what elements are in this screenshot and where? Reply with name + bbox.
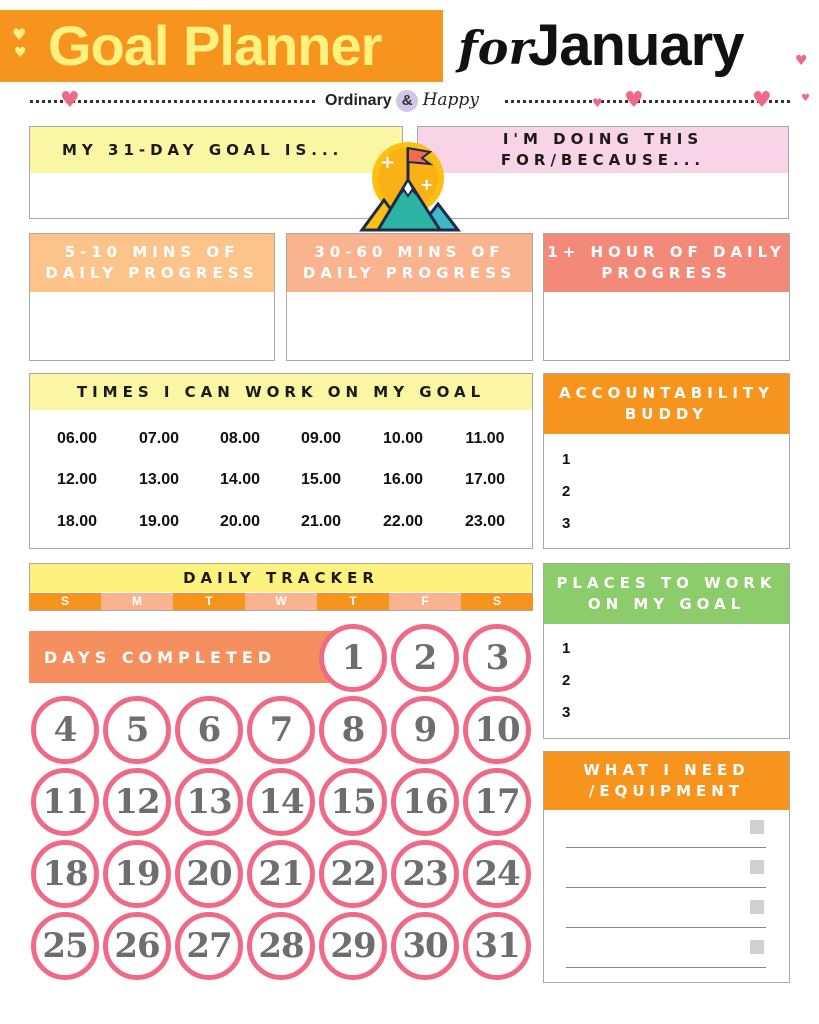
heart-icon: ♥	[14, 45, 27, 61]
time-slot[interactable]: 11.00	[465, 430, 505, 447]
day-circle[interactable]: 2	[391, 624, 459, 692]
progress-label: 5-10 MINS OF DAILY PROGRESS	[30, 234, 274, 292]
heart-icon: ♥	[12, 25, 27, 44]
svg-text:+: +	[380, 152, 396, 173]
places-box	[543, 563, 790, 739]
time-slot[interactable]: 06.00	[56, 430, 98, 447]
day-circle[interactable]: 28	[247, 912, 315, 980]
day-circle[interactable]: 10	[463, 696, 531, 764]
heart-icon: ♥	[795, 53, 808, 69]
day-circle[interactable]: 8	[319, 696, 387, 764]
time-slot[interactable]: 20.00	[219, 513, 261, 530]
progress-box-medium[interactable]	[286, 233, 533, 361]
accountability-box	[543, 373, 790, 549]
heart-icon: ♥	[592, 96, 603, 110]
tracker-day-mon[interactable]: M	[101, 593, 173, 610]
day-circle[interactable]: 11	[31, 768, 99, 836]
goal-box[interactable]	[29, 126, 403, 219]
time-slot[interactable]: 15.00	[300, 471, 342, 488]
day-circle[interactable]: 13	[175, 768, 243, 836]
checkbox[interactable]	[750, 940, 764, 954]
time-slot[interactable]: 09.00	[300, 430, 342, 447]
time-slot[interactable]: 14.00	[219, 471, 261, 488]
list-item[interactable]: 1	[562, 451, 571, 468]
day-circle[interactable]: 21	[247, 840, 315, 908]
equipment-line[interactable]	[566, 847, 766, 848]
times-label: TIMES I CAN WORK ON MY GOAL	[30, 374, 532, 410]
tracker-day-sun[interactable]: S	[29, 593, 101, 610]
time-slot[interactable]: 08.00	[219, 430, 261, 447]
time-slot[interactable]: 13.00	[138, 471, 180, 488]
title-for: for	[458, 21, 533, 75]
page-title: Goal Planner	[48, 14, 382, 77]
tracker-day-wed[interactable]: W	[245, 593, 317, 610]
days-completed-label: DAYS COMPLETED	[29, 631, 339, 683]
day-circle[interactable]: 20	[175, 840, 243, 908]
day-circle[interactable]: 16	[391, 768, 459, 836]
tracker-day-tue[interactable]: T	[173, 593, 245, 610]
time-slot[interactable]: 17.00	[464, 471, 506, 488]
day-circle[interactable]: 30	[391, 912, 459, 980]
heart-icon: ♥	[60, 88, 80, 113]
day-circle[interactable]: 22	[319, 840, 387, 908]
day-circle[interactable]: 14	[247, 768, 315, 836]
time-slot[interactable]: 12.00	[56, 471, 98, 488]
tracker-day-thu[interactable]: T	[317, 593, 389, 610]
time-slot[interactable]: 18.00	[56, 513, 98, 530]
svg-text:+: +	[420, 175, 434, 194]
progress-box-short[interactable]	[29, 233, 275, 361]
progress-box-long[interactable]	[543, 233, 790, 361]
divider	[505, 100, 790, 103]
title-banner	[0, 10, 443, 82]
day-circle[interactable]: 6	[175, 696, 243, 764]
checkbox[interactable]	[750, 860, 764, 874]
day-circle[interactable]: 25	[31, 912, 99, 980]
equipment-label: WHAT I NEED /EQUIPMENT	[544, 752, 789, 810]
day-circle[interactable]: 7	[247, 696, 315, 764]
time-slot[interactable]: 22.00	[382, 513, 424, 530]
time-slot[interactable]: 16.00	[382, 471, 424, 488]
list-item[interactable]: 1	[562, 640, 571, 657]
list-item[interactable]: 2	[562, 483, 571, 500]
day-circle[interactable]: 3	[463, 624, 531, 692]
times-box	[29, 373, 533, 549]
progress-label: 30-60 MINS OF DAILY PROGRESS	[287, 234, 532, 292]
accountability-label: ACCOUNTABILITY BUDDY	[544, 374, 789, 434]
heart-icon: ♥	[752, 88, 772, 113]
equipment-line[interactable]	[566, 927, 766, 928]
because-box[interactable]	[417, 126, 789, 219]
day-circle[interactable]: 26	[103, 912, 171, 980]
day-circle[interactable]: 24	[463, 840, 531, 908]
list-item[interactable]: 3	[562, 515, 571, 532]
day-circle[interactable]: 4	[31, 696, 99, 764]
title-month: January	[528, 13, 744, 78]
day-circle[interactable]: 15	[319, 768, 387, 836]
equipment-box	[543, 751, 790, 983]
time-slot[interactable]: 10.00	[382, 430, 424, 447]
checkbox[interactable]	[750, 820, 764, 834]
day-circle[interactable]: 12	[103, 768, 171, 836]
because-box-label: I'M DOING THIS FOR/BECAUSE...	[418, 127, 788, 173]
day-circle[interactable]: 29	[319, 912, 387, 980]
day-circle[interactable]: 27	[175, 912, 243, 980]
list-item[interactable]: 2	[562, 672, 571, 689]
tracker-day-fri[interactable]: F	[389, 593, 461, 610]
goal-box-label: MY 31-DAY GOAL IS...	[30, 127, 402, 173]
progress-label: 1+ HOUR OF DAILY PROGRESS	[544, 234, 789, 292]
heart-icon: ♥	[624, 88, 644, 113]
day-circle[interactable]: 23	[391, 840, 459, 908]
brand-logo: Ordinary & Happy	[325, 90, 479, 110]
day-circle[interactable]: 17	[463, 768, 531, 836]
mountain-flag-icon	[358, 138, 462, 234]
equipment-line[interactable]	[566, 967, 766, 968]
day-circle[interactable]: 18	[31, 840, 99, 908]
heart-icon: ♥	[801, 93, 810, 104]
day-circle[interactable]: 31	[463, 912, 531, 980]
time-slot[interactable]: 07.00	[138, 430, 180, 447]
places-label: PLACES TO WORK ON MY GOAL	[544, 564, 789, 624]
tracker-label: DAILY TRACKER	[30, 564, 532, 592]
day-circle[interactable]: 1	[319, 624, 387, 692]
time-slot[interactable]: 23.00	[464, 513, 506, 530]
list-item[interactable]: 3	[562, 704, 571, 721]
day-circle[interactable]: 9	[391, 696, 459, 764]
time-slot[interactable]: 21.00	[300, 513, 342, 530]
day-circle[interactable]: 19	[103, 840, 171, 908]
day-circle[interactable]: 5	[103, 696, 171, 764]
equipment-line[interactable]	[566, 887, 766, 888]
tracker-day-sat[interactable]: S	[461, 593, 533, 610]
time-slot[interactable]: 19.00	[138, 513, 180, 530]
checkbox[interactable]	[750, 900, 764, 914]
